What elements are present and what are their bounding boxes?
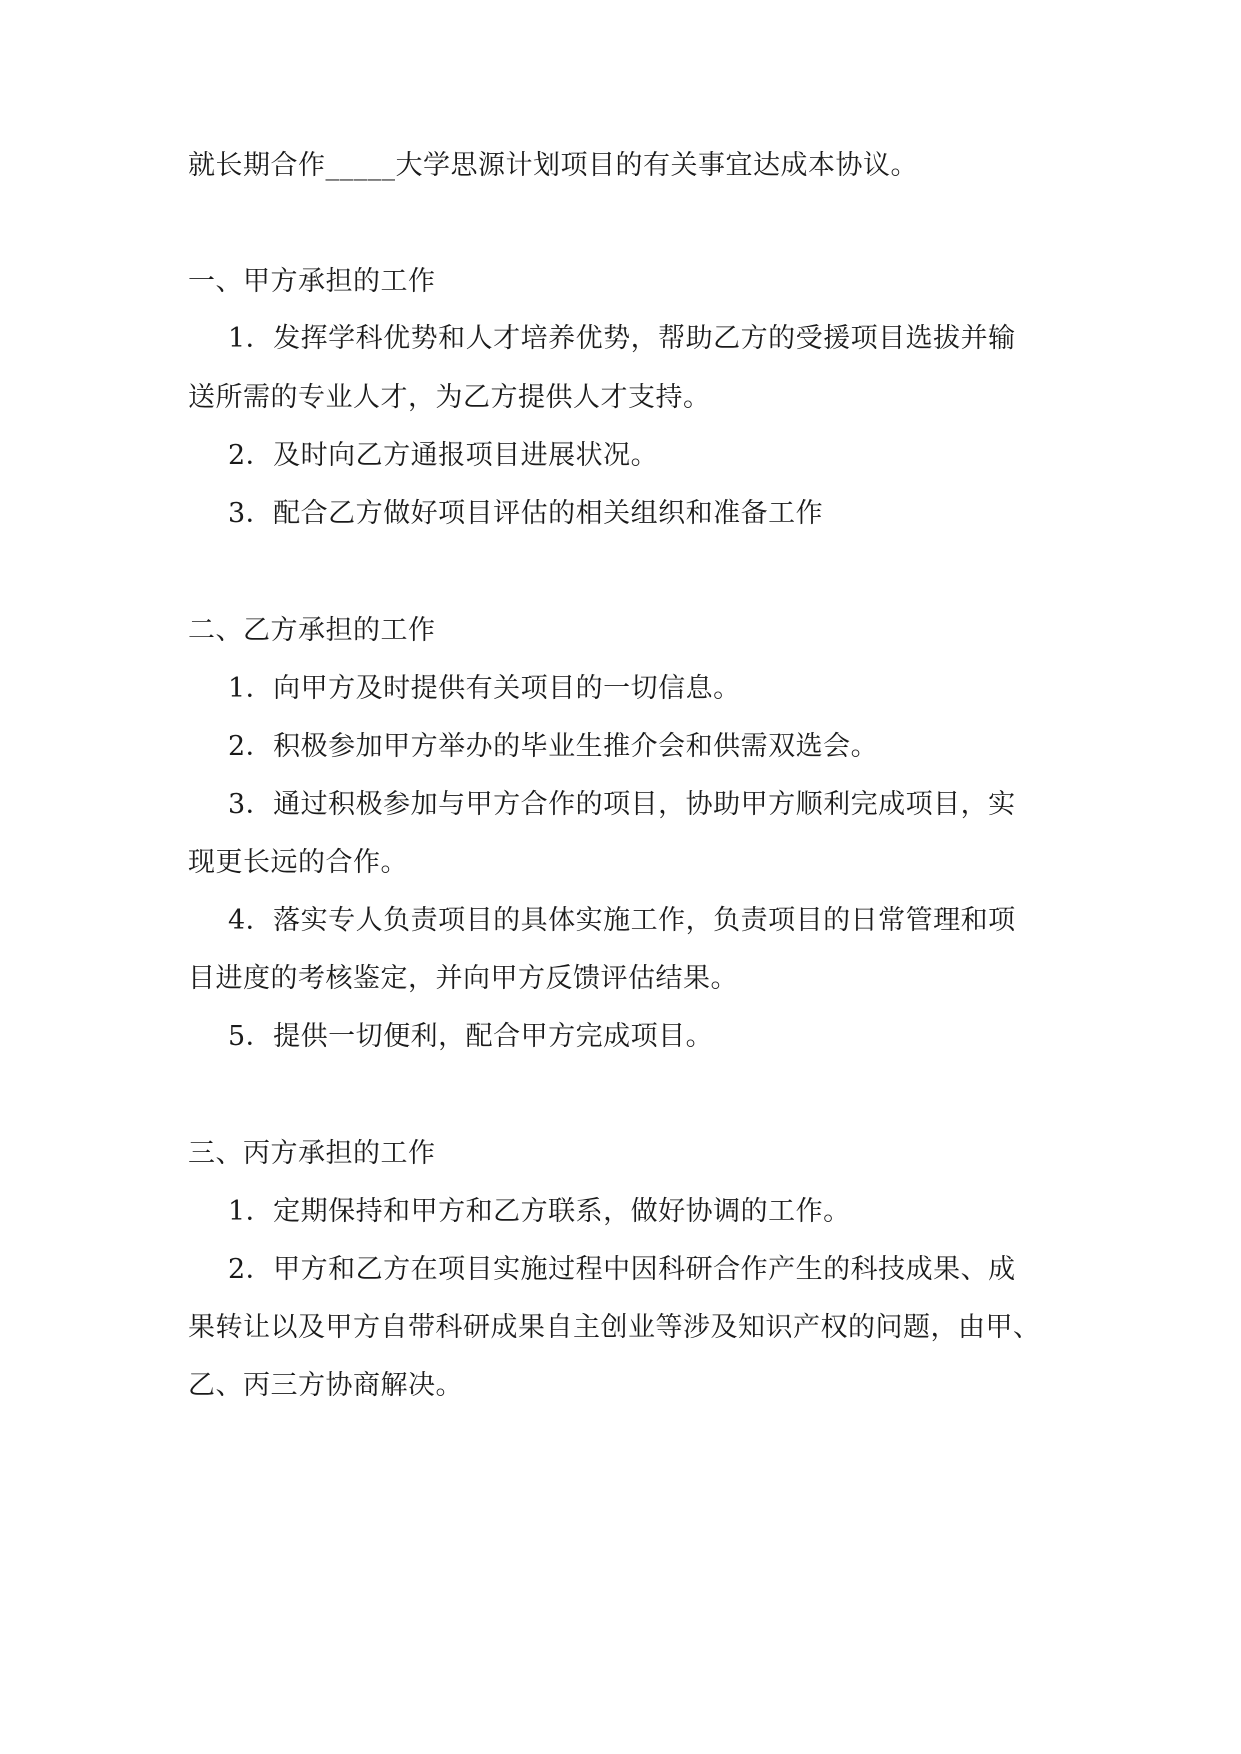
section1-heading: 一、甲方承担的工作 — [188, 266, 436, 297]
section3-item2-line3: 乙、丙三方协商解决。 — [188, 1370, 463, 1401]
section1-item3: 3．配合乙方做好项目评估的相关组织和准备工作 — [228, 498, 824, 529]
intro-paragraph: 就长期合作_____大学思源计划项目的有关事宜达成本协议。 — [188, 150, 918, 181]
section2-item4-line1: 4．落实专人负责项目的具体实施工作，负责项目的日常管理和项 — [228, 905, 1016, 936]
section2-item3-line1: 3．通过积极参加与甲方合作的项目，协助甲方顺利完成项目，实 — [228, 789, 1016, 820]
section2-item5: 5．提供一切便利，配合甲方完成项目。 — [228, 1021, 714, 1052]
section3-item2-line2: 果转让以及甲方自带科研成果自主创业等涉及知识产权的问题，由甲、 — [188, 1312, 1041, 1343]
section2-heading: 二、乙方承担的工作 — [188, 615, 436, 646]
section3-heading: 三、丙方承担的工作 — [188, 1138, 436, 1169]
section2-item4-line2: 目进度的考核鉴定，并向甲方反馈评估结果。 — [188, 963, 738, 994]
section1-item1-line1: 1．发挥学科优势和人才培养优势，帮助乙方的受援项目选拔并输 — [228, 323, 1016, 354]
section2-item3-line2: 现更长远的合作。 — [188, 847, 408, 878]
section3-item2-line1: 2．甲方和乙方在项目实施过程中因科研合作产生的科技成果、成 — [228, 1254, 1016, 1285]
section1-item1-line2: 送所需的专业人才，为乙方提供人才支持。 — [188, 382, 711, 413]
section2-item1: 1．向甲方及时提供有关项目的一切信息。 — [228, 673, 741, 704]
section1-item2: 2．及时向乙方通报项目进展状况。 — [228, 440, 659, 471]
section2-item2: 2．积极参加甲方举办的毕业生推介会和供需双选会。 — [228, 731, 879, 762]
section3-item1: 1．定期保持和甲方和乙方联系，做好协调的工作。 — [228, 1196, 851, 1227]
